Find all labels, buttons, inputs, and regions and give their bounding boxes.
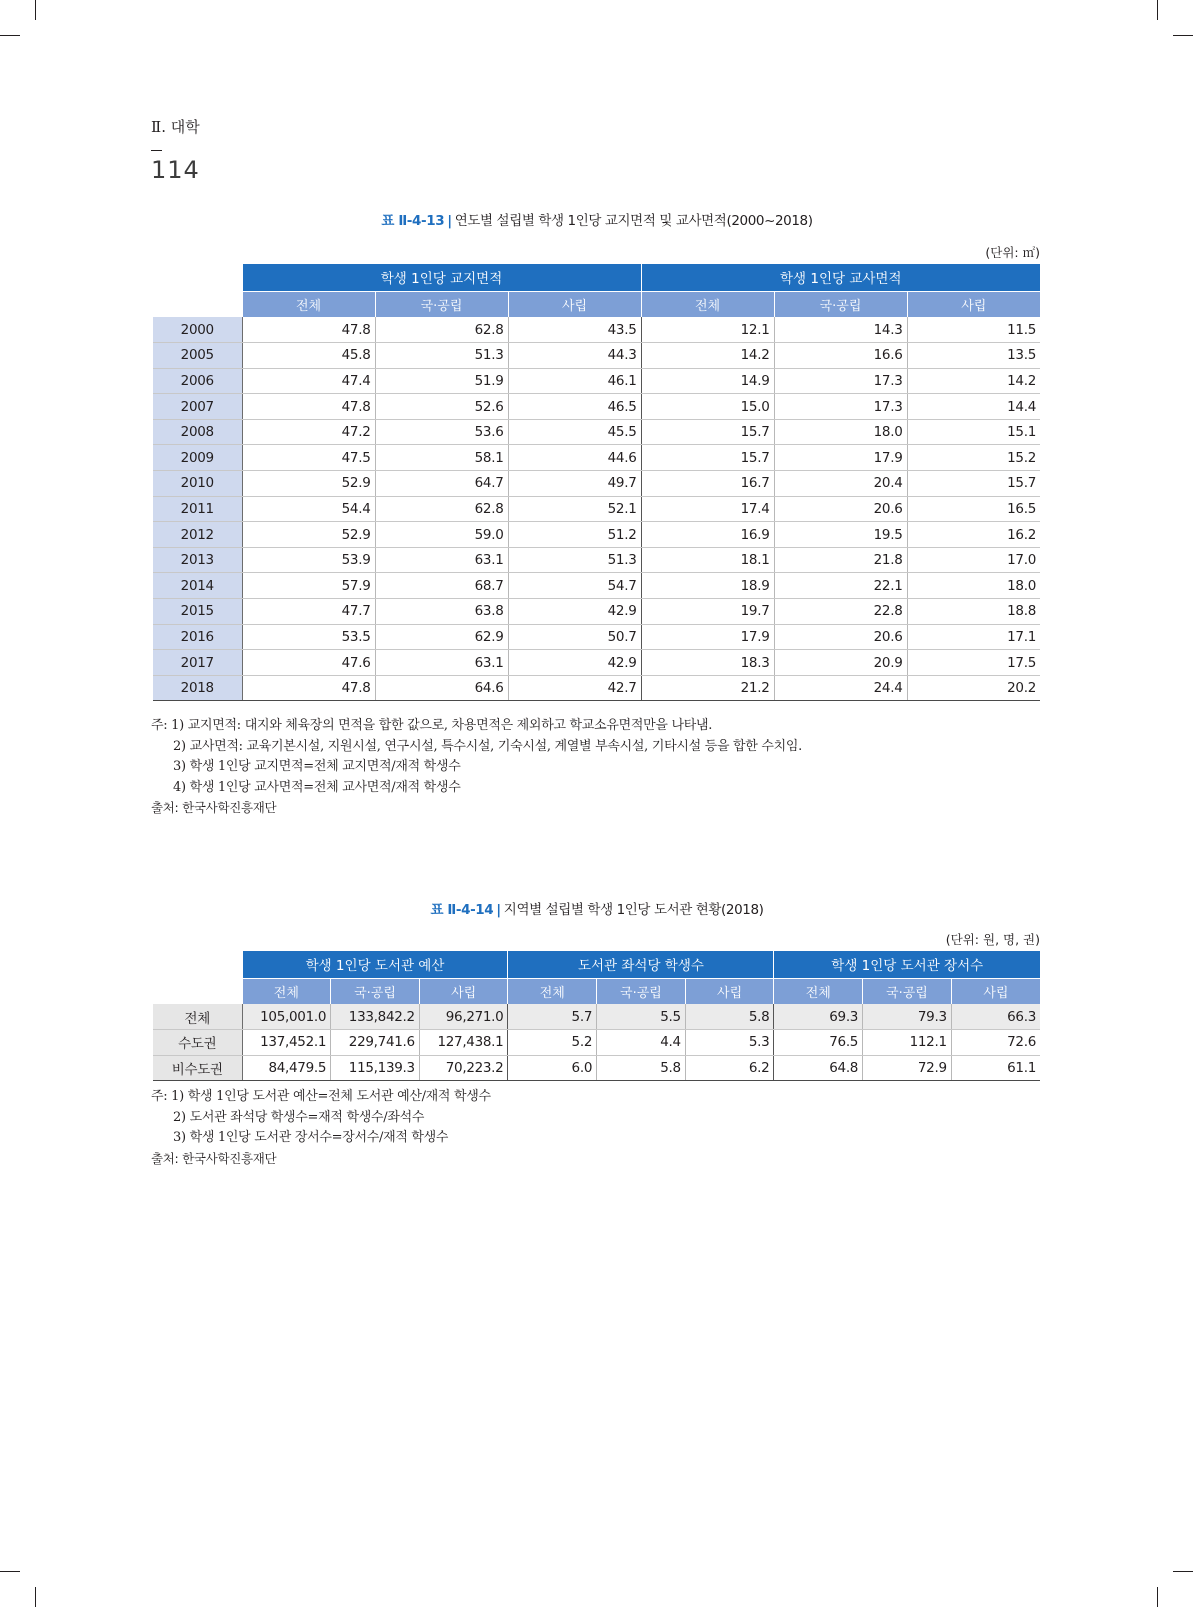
table2-group-header: 도서관 좌석당 학생수 xyxy=(508,951,774,978)
table-cell: 5.2 xyxy=(508,1030,597,1056)
table1-subheader: 사립 xyxy=(907,291,1040,317)
table-row xyxy=(153,368,1040,394)
table-cell: 47.5 xyxy=(242,445,375,471)
table-cell: 45.8 xyxy=(242,343,375,369)
row-label: 2010 xyxy=(153,471,242,497)
table-cell: 42.9 xyxy=(508,599,641,625)
table-cell: 24.4 xyxy=(774,675,907,701)
row-label: 수도권 xyxy=(153,1030,242,1056)
table-cell: 47.8 xyxy=(242,317,375,343)
table-cell: 14.2 xyxy=(641,343,774,369)
page-number: 114 xyxy=(151,156,200,184)
table-row xyxy=(153,599,1040,625)
table-cell: 18.0 xyxy=(774,419,907,445)
table-cell: 53.6 xyxy=(375,419,508,445)
row-label: 2011 xyxy=(153,496,242,522)
table1-note: 2) 교사면적: 교육기본시설, 지원시설, 연구시설, 특수시설, 기숙시설, 계열별 부속시설, 기타시설 등을 합한 수치임. xyxy=(173,738,802,754)
table-row xyxy=(153,1004,1040,1030)
row-label: 2008 xyxy=(153,419,242,445)
table-cell: 62.8 xyxy=(375,317,508,343)
table-cell: 133,842.2 xyxy=(331,1004,420,1030)
table-cell: 12.1 xyxy=(641,317,774,343)
table2 xyxy=(153,951,1040,1081)
table-cell: 17.5 xyxy=(907,650,1040,676)
table-cell: 22.1 xyxy=(774,573,907,599)
row-label: 2017 xyxy=(153,650,242,676)
table1-subheader: 국·공립 xyxy=(774,291,907,317)
table-cell: 15.7 xyxy=(641,419,774,445)
table-cell: 46.1 xyxy=(508,368,641,394)
table2-group-header: 학생 1인당 도서관 예산 xyxy=(242,951,508,978)
table2-subheader: 사립 xyxy=(419,978,508,1004)
table-cell: 64.6 xyxy=(375,675,508,701)
table-cell: 51.2 xyxy=(508,522,641,548)
table2-caption xyxy=(153,898,1041,918)
table-cell: 17.0 xyxy=(907,547,1040,573)
table-cell: 47.8 xyxy=(242,394,375,420)
table-cell: 5.5 xyxy=(597,1004,686,1030)
table-cell: 63.1 xyxy=(375,650,508,676)
table-cell: 105,001.0 xyxy=(242,1004,331,1030)
table-cell: 52.1 xyxy=(508,496,641,522)
table-cell: 68.7 xyxy=(375,573,508,599)
table-cell: 44.3 xyxy=(508,343,641,369)
table-cell: 52.6 xyxy=(375,394,508,420)
table-row xyxy=(153,1055,1040,1081)
table1-subheader: 국·공립 xyxy=(375,291,508,317)
table-cell: 15.7 xyxy=(907,471,1040,497)
table-row xyxy=(153,471,1040,497)
table-cell: 127,438.1 xyxy=(419,1030,508,1056)
table-cell: 19.5 xyxy=(774,522,907,548)
table1-source: 출처: 한국사학진흥재단 xyxy=(151,800,277,815)
table-cell: 42.7 xyxy=(508,675,641,701)
table-row xyxy=(153,547,1040,573)
row-label: 2016 xyxy=(153,624,242,650)
table-cell: 45.5 xyxy=(508,419,641,445)
table-row xyxy=(153,522,1040,548)
row-label: 2012 xyxy=(153,522,242,548)
table-cell: 137,452.1 xyxy=(242,1030,331,1056)
table-cell: 47.7 xyxy=(242,599,375,625)
row-label: 2015 xyxy=(153,599,242,625)
table-cell: 6.2 xyxy=(685,1055,774,1081)
table-cell: 20.6 xyxy=(774,496,907,522)
table-cell: 51.9 xyxy=(375,368,508,394)
table2-note: 3) 학생 1인당 도서관 장서수=장서수/재적 학생수 xyxy=(173,1130,449,1145)
table2-subheader: 국·공립 xyxy=(863,978,952,1004)
table-cell: 18.8 xyxy=(907,599,1040,625)
table-cell: 16.6 xyxy=(774,343,907,369)
table-cell: 229,741.6 xyxy=(331,1030,420,1056)
table-cell: 76.5 xyxy=(774,1030,863,1056)
crop-mark xyxy=(35,0,36,20)
table-cell: 61.1 xyxy=(951,1055,1040,1081)
table-cell: 62.9 xyxy=(375,624,508,650)
row-label: 2006 xyxy=(153,368,242,394)
row-label: 2018 xyxy=(153,675,242,701)
table-cell: 63.8 xyxy=(375,599,508,625)
table2-corner xyxy=(153,951,242,978)
row-label: 2007 xyxy=(153,394,242,420)
table1-notes xyxy=(151,716,802,819)
table-cell: 15.0 xyxy=(641,394,774,420)
table2-corner xyxy=(153,978,242,1004)
table-row xyxy=(153,624,1040,650)
table1-caption xyxy=(153,209,1041,229)
table-row xyxy=(153,573,1040,599)
table-cell: 15.2 xyxy=(907,445,1040,471)
table1-subheader: 전체 xyxy=(242,291,375,317)
table-cell: 64.8 xyxy=(774,1055,863,1081)
table-cell: 50.7 xyxy=(508,624,641,650)
table2-subheader: 국·공립 xyxy=(331,978,420,1004)
row-label: 2009 xyxy=(153,445,242,471)
table-cell: 14.9 xyxy=(641,368,774,394)
table-cell: 79.3 xyxy=(863,1004,952,1030)
table-cell: 46.5 xyxy=(508,394,641,420)
table-cell: 5.8 xyxy=(685,1004,774,1030)
table-cell: 4.4 xyxy=(597,1030,686,1056)
table2-unit: (단위: 원, 명, 권) xyxy=(945,932,1040,947)
table-cell: 70,223.2 xyxy=(419,1055,508,1081)
crop-mark xyxy=(0,1571,20,1572)
table-cell: 20.6 xyxy=(774,624,907,650)
table-cell: 49.7 xyxy=(508,471,641,497)
table-cell: 54.7 xyxy=(508,573,641,599)
table-row xyxy=(153,650,1040,676)
table1-caption-title: 연도별 설립별 학생 1인당 교지면적 및 교사면적(2000~2018) xyxy=(454,213,813,229)
table-cell: 72.9 xyxy=(863,1055,952,1081)
table2-caption-bar: | xyxy=(496,902,501,918)
table-row xyxy=(153,317,1040,343)
table-cell: 14.4 xyxy=(907,394,1040,420)
table-cell: 47.6 xyxy=(242,650,375,676)
table-cell: 52.9 xyxy=(242,471,375,497)
table-row xyxy=(153,419,1040,445)
table2-subheader: 사립 xyxy=(685,978,774,1004)
table2-subheader: 전체 xyxy=(242,978,331,1004)
table2-caption-title: 지역별 설립별 학생 1인당 도서관 현황(2018) xyxy=(503,902,764,918)
table-row xyxy=(153,1030,1040,1056)
table-cell: 18.3 xyxy=(641,650,774,676)
table1-group-header: 학생 1인당 교지면적 xyxy=(242,264,641,291)
table-cell: 20.4 xyxy=(774,471,907,497)
table-cell: 64.7 xyxy=(375,471,508,497)
row-label: 전체 xyxy=(153,1004,242,1030)
table2-group-header: 학생 1인당 도서관 장서수 xyxy=(774,951,1040,978)
table1-subheader: 사립 xyxy=(508,291,641,317)
table-cell: 69.3 xyxy=(774,1004,863,1030)
table-row xyxy=(153,394,1040,420)
table-cell: 53.9 xyxy=(242,547,375,573)
table-cell: 17.9 xyxy=(641,624,774,650)
table-cell: 51.3 xyxy=(508,547,641,573)
table-cell: 59.0 xyxy=(375,522,508,548)
table-cell: 14.3 xyxy=(774,317,907,343)
table-cell: 5.8 xyxy=(597,1055,686,1081)
table2-subheader: 사립 xyxy=(951,978,1040,1004)
row-label: 2013 xyxy=(153,547,242,573)
running-title: Ⅱ. 대학 xyxy=(151,118,200,136)
table-cell: 17.1 xyxy=(907,624,1040,650)
table-cell: 42.9 xyxy=(508,650,641,676)
table2-subheader: 국·공립 xyxy=(597,978,686,1004)
table-cell: 22.8 xyxy=(774,599,907,625)
crop-mark xyxy=(35,1587,36,1607)
table-cell: 16.2 xyxy=(907,522,1040,548)
table2-caption-label: 표 Ⅱ-4-14 xyxy=(430,902,494,918)
table-cell: 84,479.5 xyxy=(242,1055,331,1081)
table1-corner xyxy=(153,264,242,291)
table-cell: 16.7 xyxy=(641,471,774,497)
table-cell: 44.6 xyxy=(508,445,641,471)
table-row xyxy=(153,496,1040,522)
table1-note: 4) 학생 1인당 교사면적=전체 교사면적/재적 학생수 xyxy=(173,779,461,795)
table-cell: 57.9 xyxy=(242,573,375,599)
table-cell: 18.9 xyxy=(641,573,774,599)
table2-subheader: 전체 xyxy=(774,978,863,1004)
table1-caption-bar: | xyxy=(447,213,452,229)
table-cell: 16.5 xyxy=(907,496,1040,522)
row-label: 비수도권 xyxy=(153,1055,242,1081)
table-cell: 18.1 xyxy=(641,547,774,573)
table1-note: 3) 학생 1인당 교지면적=전체 교지면적/재적 학생수 xyxy=(173,759,461,774)
table-cell: 17.3 xyxy=(774,394,907,420)
table-cell: 53.5 xyxy=(242,624,375,650)
table-cell: 14.2 xyxy=(907,368,1040,394)
table-cell: 115,139.3 xyxy=(331,1055,420,1081)
table-cell: 17.3 xyxy=(774,368,907,394)
table1-subheader: 전체 xyxy=(641,291,774,317)
table-cell: 15.7 xyxy=(641,445,774,471)
table-cell: 21.8 xyxy=(774,547,907,573)
table-cell: 43.5 xyxy=(508,317,641,343)
table-row xyxy=(153,343,1040,369)
table-cell: 66.3 xyxy=(951,1004,1040,1030)
table-cell: 47.4 xyxy=(242,368,375,394)
table2-note: 주: 1) 학생 1인당 도서관 예산=전체 도서관 예산/재적 학생수 xyxy=(151,1089,491,1104)
table2-source: 출처: 한국사학진흥재단 xyxy=(151,1150,277,1166)
crop-mark xyxy=(1173,1571,1193,1572)
table-cell: 54.4 xyxy=(242,496,375,522)
table-cell: 72.6 xyxy=(951,1030,1040,1056)
table-cell: 20.2 xyxy=(907,675,1040,701)
table-cell: 47.2 xyxy=(242,419,375,445)
table-cell: 17.9 xyxy=(774,445,907,471)
table-cell: 112.1 xyxy=(863,1030,952,1056)
table1-unit: (단위: ㎡) xyxy=(985,245,1040,260)
crop-mark xyxy=(1157,1587,1158,1607)
table-cell: 19.7 xyxy=(641,599,774,625)
table2-subheader: 전체 xyxy=(508,978,597,1004)
table-cell: 5.3 xyxy=(685,1030,774,1056)
table-cell: 63.1 xyxy=(375,547,508,573)
header-divider xyxy=(151,150,162,151)
row-label: 2005 xyxy=(153,343,242,369)
row-label: 2000 xyxy=(153,317,242,343)
table1-note: 주: 1) 교지면적: 대지와 체육장의 면적을 합한 값으로, 차용면적은 제외하고 학교소유면적만을 나타냄. xyxy=(151,718,713,733)
table-cell: 21.2 xyxy=(641,675,774,701)
table-cell: 11.5 xyxy=(907,317,1040,343)
crop-mark xyxy=(1173,35,1193,36)
table-cell: 47.8 xyxy=(242,675,375,701)
table1-group-header: 학생 1인당 교사면적 xyxy=(641,264,1040,291)
table1-caption-label: 표 Ⅱ-4-13 xyxy=(381,213,445,229)
row-label: 2014 xyxy=(153,573,242,599)
table-cell: 6.0 xyxy=(508,1055,597,1081)
table-cell: 5.7 xyxy=(508,1004,597,1030)
table-cell: 18.0 xyxy=(907,573,1040,599)
table-cell: 51.3 xyxy=(375,343,508,369)
table2-notes xyxy=(151,1087,491,1169)
table-cell: 62.8 xyxy=(375,496,508,522)
table2-note: 2) 도서관 좌석당 학생수=재적 학생수/좌석수 xyxy=(173,1109,425,1125)
table-cell: 16.9 xyxy=(641,522,774,548)
crop-mark xyxy=(0,35,20,36)
crop-mark xyxy=(1157,0,1158,20)
table1-corner xyxy=(153,291,242,317)
table-cell: 17.4 xyxy=(641,496,774,522)
table-row xyxy=(153,445,1040,471)
table-cell: 52.9 xyxy=(242,522,375,548)
table-cell: 96,271.0 xyxy=(419,1004,508,1030)
table-cell: 15.1 xyxy=(907,419,1040,445)
table1 xyxy=(153,264,1040,701)
table-cell: 20.9 xyxy=(774,650,907,676)
table-row xyxy=(153,675,1040,701)
table-cell: 58.1 xyxy=(375,445,508,471)
table-cell: 13.5 xyxy=(907,343,1040,369)
